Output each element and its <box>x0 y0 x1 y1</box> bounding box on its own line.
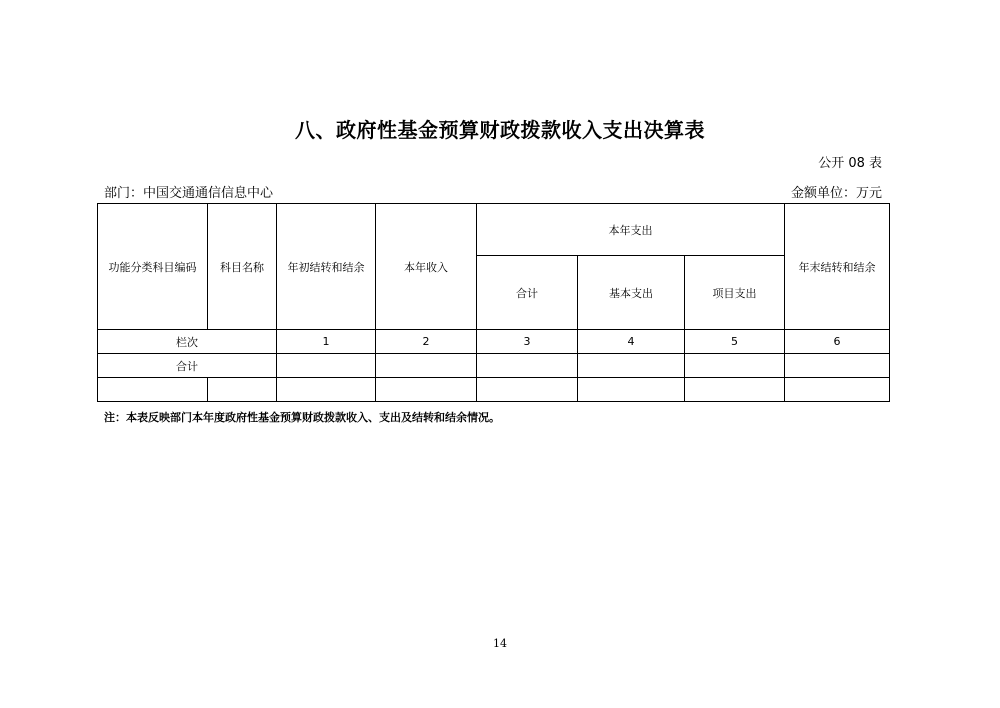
column-index-cell: 5 <box>685 330 785 354</box>
form-number: 公开 08 表 <box>818 156 882 171</box>
table-cell <box>477 354 578 378</box>
unit-label: 金额单位：万元 <box>790 186 882 201</box>
page-number: 14 <box>493 637 507 650</box>
table-cell <box>277 378 376 402</box>
header-expense-project: 项目支出 <box>685 256 785 330</box>
table-cell <box>685 378 785 402</box>
table-cell <box>785 354 890 378</box>
header-begin-balance: 年初结转和结余 <box>277 204 376 330</box>
header-code: 功能分类科目编码 <box>98 204 208 330</box>
column-index-cell: 4 <box>578 330 685 354</box>
table-cell <box>578 378 685 402</box>
table-header-row <box>98 204 890 256</box>
table-cell <box>376 378 477 402</box>
column-index-cell: 1 <box>277 330 376 354</box>
total-row <box>98 354 890 378</box>
column-index-cell: 3 <box>477 330 578 354</box>
department-label: 部门：中国交通通信信息中心 <box>104 186 274 201</box>
table-cell <box>578 354 685 378</box>
table-row <box>98 378 890 402</box>
table-cell <box>376 354 477 378</box>
page-title: 八、政府性基金预算财政拨款收入支出决算表 <box>295 118 705 142</box>
table-cell <box>277 354 376 378</box>
column-index-row <box>98 330 890 354</box>
column-index-cell: 2 <box>376 330 477 354</box>
header-expense-total: 合计 <box>477 256 578 330</box>
table-cell <box>98 378 208 402</box>
table-cell <box>208 378 277 402</box>
header-expense-group: 本年支出 <box>477 204 785 256</box>
header-expense-basic: 基本支出 <box>578 256 685 330</box>
column-index-cell: 6 <box>785 330 890 354</box>
header-income: 本年收入 <box>376 204 477 330</box>
header-end-balance: 年末结转和结余 <box>785 204 890 330</box>
table-note: 注：本表反映部门本年度政府性基金预算财政拨款收入、支出及结转和结余情况。 <box>104 411 500 424</box>
report-table <box>97 203 890 402</box>
table-cell <box>685 354 785 378</box>
table-cell <box>477 378 578 402</box>
table-cell <box>785 378 890 402</box>
header-name: 科目名称 <box>208 204 277 330</box>
column-index-label: 栏次 <box>98 330 277 354</box>
total-row-label: 合计 <box>98 354 277 378</box>
